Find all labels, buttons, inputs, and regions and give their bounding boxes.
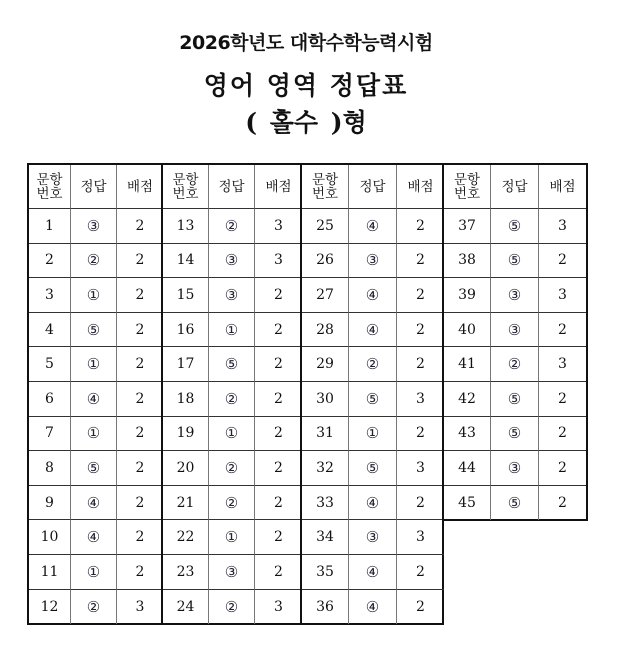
answer-group <box>300 163 444 625</box>
cell-question-number: 22 <box>163 520 209 555</box>
column-header-score: 배점 <box>255 165 302 209</box>
cell-score: 2 <box>539 313 586 348</box>
cell-answer: ⑤ <box>491 244 539 279</box>
cell-question-number: 30 <box>302 382 349 417</box>
column-header-answer: 정답 <box>491 165 539 209</box>
cell-score: 2 <box>539 417 586 452</box>
exam-title: 2026학년도 대학수학능력시험 <box>179 32 433 54</box>
cell-question-number: 18 <box>163 382 209 417</box>
cell-question-number: 11 <box>29 555 71 590</box>
cell-question-number: 28 <box>302 313 349 348</box>
cell-score: 2 <box>397 486 444 521</box>
cell-answer: ⑤ <box>491 417 539 452</box>
cell-question-number: 10 <box>29 520 71 555</box>
cell-answer: ③ <box>491 278 539 313</box>
cell-score: 3 <box>539 209 586 244</box>
cell-answer: ② <box>209 590 255 625</box>
cell-score: 2 <box>255 278 302 313</box>
cell-score: 2 <box>117 209 163 244</box>
cell-answer: ③ <box>491 313 539 348</box>
cell-answer: ④ <box>349 555 397 590</box>
cell-question-number: 45 <box>444 486 491 521</box>
cell-answer: ④ <box>349 590 397 625</box>
cell-answer: ③ <box>209 555 255 590</box>
cell-answer: ③ <box>209 244 255 279</box>
cell-answer: ⑤ <box>209 347 255 382</box>
column-header-score: 배점 <box>397 165 444 209</box>
cell-question-number: 43 <box>444 417 491 452</box>
cell-score: 2 <box>255 347 302 382</box>
cell-score: 2 <box>397 347 444 382</box>
column-header-score: 배점 <box>117 165 163 209</box>
cell-score: 3 <box>135 598 145 615</box>
cell-score: 3 <box>255 209 302 244</box>
cell-answer: ③ <box>349 244 397 279</box>
cell-score: 2 <box>397 244 444 279</box>
cell-answer: ① <box>209 417 255 452</box>
cell-answer: ② <box>209 451 255 486</box>
cell-answer: ① <box>71 555 117 590</box>
column-header-question-number: 문항 번호 <box>163 165 209 209</box>
cell-question-number: 23 <box>163 555 209 590</box>
cell-question-number: 27 <box>302 278 349 313</box>
form-type: ( 홀수 )형 <box>245 108 367 137</box>
cell-question-number: 15 <box>163 278 209 313</box>
cell-score: 2 <box>255 451 302 486</box>
column-header-answer: 정답 <box>349 165 397 209</box>
cell-question-number: 42 <box>444 382 491 417</box>
cell-score: 2 <box>117 278 163 313</box>
cell-answer: ⑤ <box>491 486 539 521</box>
cell-score: 2 <box>397 555 444 590</box>
column-header-answer: 정답 <box>209 165 255 209</box>
cell-question-number: 2 <box>29 244 71 279</box>
cell-score: 2 <box>416 598 425 615</box>
cell-score: 2 <box>539 451 586 486</box>
cell-answer: ② <box>491 347 539 382</box>
cell-score: 2 <box>117 555 163 590</box>
cell-score: 3 <box>274 598 283 615</box>
cell-score: 2 <box>255 382 302 417</box>
cell-question-number: 26 <box>302 244 349 279</box>
cell-question-number: 40 <box>444 313 491 348</box>
cell-answer: ⑤ <box>349 382 397 417</box>
cell-question-number: 14 <box>163 244 209 279</box>
cell-score: 2 <box>539 244 586 279</box>
cell-question-number: 37 <box>444 209 491 244</box>
cell-answer: ⑤ <box>71 313 117 348</box>
cell-question-number: 19 <box>163 417 209 452</box>
cell-question-number: 9 <box>29 486 71 521</box>
cell-answer: ② <box>71 590 117 625</box>
cell-question-number: 20 <box>163 451 209 486</box>
cell-question-number: 34 <box>302 520 349 555</box>
cell-score: 2 <box>117 382 163 417</box>
cell-question-number: 4 <box>29 313 71 348</box>
cell-question-number: 5 <box>29 347 71 382</box>
cell-answer: ② <box>71 244 117 279</box>
column-header-answer: 정답 <box>71 165 117 209</box>
cell-score: 2 <box>255 417 302 452</box>
cell-question-number: 41 <box>444 347 491 382</box>
column-header-question-number: 문항 번호 <box>29 165 71 209</box>
cell-question-number: 31 <box>302 417 349 452</box>
cell-score: 3 <box>539 278 586 313</box>
cell-answer: ① <box>71 417 117 452</box>
cell-question-number: 7 <box>29 417 71 452</box>
cell-answer: ② <box>349 347 397 382</box>
cell-score: 2 <box>397 209 444 244</box>
subject-title: 영어 영역 정답표 <box>203 71 409 100</box>
cell-question-number: 36 <box>302 590 349 625</box>
cell-score: 2 <box>558 495 567 512</box>
cell-question-number: 13 <box>163 209 209 244</box>
cell-score: 2 <box>397 313 444 348</box>
cell-score: 2 <box>117 417 163 452</box>
column-header-question-number: 문항 번호 <box>302 165 349 209</box>
cell-answer: ③ <box>71 209 117 244</box>
cell-answer: ④ <box>71 520 117 555</box>
cell-answer: ⑤ <box>491 382 539 417</box>
cell-score: 2 <box>117 486 163 521</box>
cell-question-number: 24 <box>163 590 209 625</box>
cell-answer: ① <box>209 520 255 555</box>
cell-question-number: 35 <box>302 555 349 590</box>
cell-answer: ② <box>209 209 255 244</box>
cell-answer: ③ <box>491 451 539 486</box>
cell-answer: ① <box>71 347 117 382</box>
cell-answer: ④ <box>349 486 397 521</box>
cell-answer: ② <box>209 486 255 521</box>
cell-score: 2 <box>255 520 302 555</box>
cell-score: 2 <box>117 520 163 555</box>
cell-question-number: 21 <box>163 486 209 521</box>
cell-question-number: 44 <box>444 451 491 486</box>
cell-score: 2 <box>117 313 163 348</box>
cell-question-number: 33 <box>302 486 349 521</box>
cell-answer: ② <box>209 382 255 417</box>
cell-score: 2 <box>117 451 163 486</box>
column-header-question-number: 문항 번호 <box>444 165 491 209</box>
cell-score: 3 <box>397 520 444 555</box>
cell-score: 2 <box>397 278 444 313</box>
cell-score: 3 <box>397 382 444 417</box>
cell-question-number: 29 <box>302 347 349 382</box>
cell-score: 2 <box>117 244 163 279</box>
cell-answer: ④ <box>349 313 397 348</box>
cell-question-number: 8 <box>29 451 71 486</box>
cell-question-number: 16 <box>163 313 209 348</box>
answer-group <box>442 163 588 521</box>
cell-answer: ④ <box>71 382 117 417</box>
cell-question-number: 38 <box>444 244 491 279</box>
cell-answer: ① <box>71 278 117 313</box>
column-header-score: 배점 <box>539 165 586 209</box>
answer-group <box>161 163 302 625</box>
cell-score: 2 <box>539 382 586 417</box>
cell-question-number: 1 <box>29 209 71 244</box>
cell-answer: ④ <box>349 278 397 313</box>
cell-answer: ⑤ <box>349 451 397 486</box>
cell-answer: ⑤ <box>71 451 117 486</box>
cell-answer: ⑤ <box>491 209 539 244</box>
cell-score: 3 <box>539 347 586 382</box>
cell-score: 2 <box>255 555 302 590</box>
cell-score: 2 <box>255 313 302 348</box>
cell-answer: ④ <box>349 209 397 244</box>
cell-question-number: 32 <box>302 451 349 486</box>
cell-answer: ① <box>209 313 255 348</box>
cell-score: 2 <box>255 486 302 521</box>
cell-score: 3 <box>255 244 302 279</box>
cell-question-number: 12 <box>29 590 71 625</box>
cell-score: 2 <box>117 347 163 382</box>
cell-question-number: 25 <box>302 209 349 244</box>
cell-question-number: 17 <box>163 347 209 382</box>
cell-question-number: 3 <box>29 278 71 313</box>
cell-question-number: 39 <box>444 278 491 313</box>
cell-score: 3 <box>397 451 444 486</box>
cell-question-number: 6 <box>29 382 71 417</box>
cell-answer: ③ <box>209 278 255 313</box>
cell-answer: ③ <box>349 520 397 555</box>
cell-answer: ④ <box>71 486 117 521</box>
cell-score: 2 <box>397 417 444 452</box>
cell-answer: ① <box>349 417 397 452</box>
answer-group <box>27 163 163 625</box>
